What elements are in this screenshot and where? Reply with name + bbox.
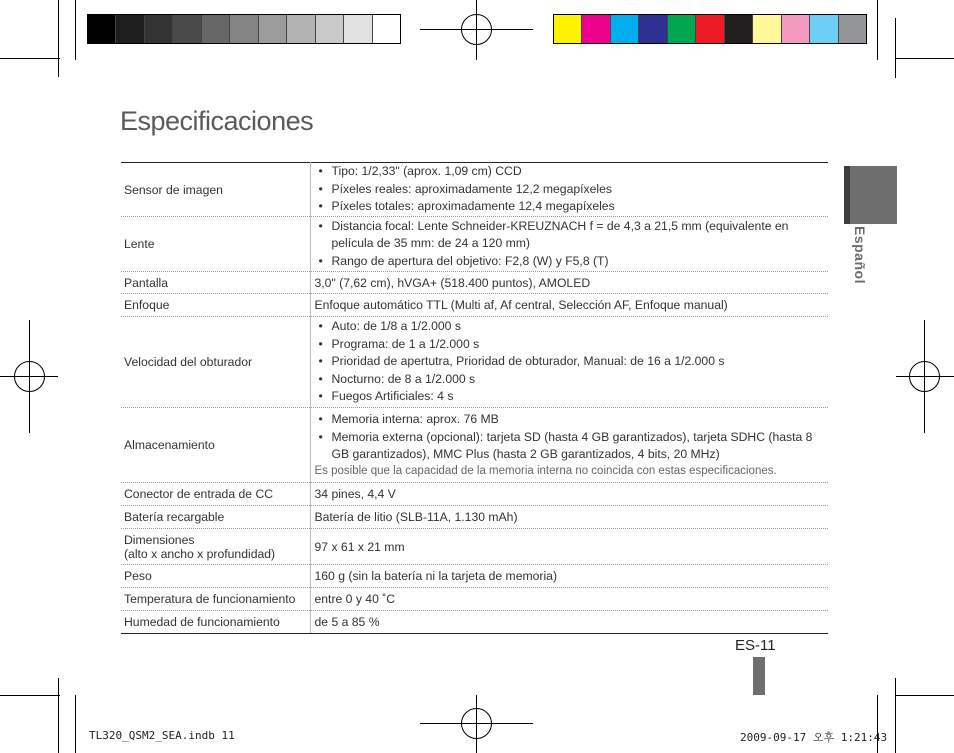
process-color-swatch <box>668 15 696 43</box>
spec-label-text: Batería recargable <box>124 510 225 524</box>
spec-label-subtext: (alto x ancho x profundidad) <box>124 546 276 561</box>
spec-bullet-item: • Memoria externa (opcional): tarjeta SD (hasta 4 GB garantizados), tarjeta SDHC (hasta 8 GB garantizados), MMC Plus (hasta 2 GB garantizados, 4 bits, 20 MHz) <box>315 429 829 464</box>
spec-value-text: 3,0" (7,62 cm), hVGA+ (518.400 puntos), AMOLED <box>314 275 591 290</box>
spec-label-text: Dimensiones <box>124 532 195 547</box>
spec-value-text: 97 x 61 x 21 mm <box>314 539 405 554</box>
crop-mark <box>877 0 878 60</box>
process-color-swatch <box>753 15 781 43</box>
spec-bullet-list <box>315 163 829 216</box>
spec-row <box>121 294 828 317</box>
grayscale-swatch <box>373 15 400 43</box>
process-color-swatch <box>611 15 639 43</box>
spec-value-text: 160 g (sin la batería ni la tarjeta de memoria) <box>314 569 558 583</box>
spec-row <box>121 588 828 611</box>
crop-mark <box>895 58 954 59</box>
process-color-swatch <box>810 15 838 43</box>
process-color-strip <box>553 14 867 44</box>
page-number-rule <box>731 633 828 634</box>
spec-label-text: Velocidad del obturador <box>124 355 253 369</box>
crop-mark <box>75 0 76 60</box>
spec-label <box>121 217 310 272</box>
spec-bullet-item: • Píxeles reales: aproximadamente 12,2 megapíxeles <box>315 181 829 199</box>
spec-value-text: entre 0 y 40 ˚C <box>314 592 396 606</box>
spec-row <box>121 272 828 294</box>
spec-row <box>121 163 828 217</box>
language-tab <box>844 166 897 224</box>
language-tab-edge <box>844 166 850 224</box>
process-color-swatch <box>839 15 866 43</box>
page-number: ES-11 <box>735 637 776 654</box>
spec-value <box>310 317 828 408</box>
spec-label <box>121 483 310 506</box>
crop-mark <box>58 678 59 753</box>
grayscale-swatch <box>344 15 372 43</box>
spec-value <box>310 483 828 506</box>
grayscale-color-strip <box>87 14 401 44</box>
spec-row <box>121 483 828 506</box>
registration-circle <box>909 361 940 392</box>
footer-file: TL320_QSM2_SEA.indb 11 <box>89 729 235 742</box>
grayscale-swatch <box>173 15 201 43</box>
registration-circle <box>14 361 45 392</box>
spec-bullet-item: • Nocturno: de 8 a 1/2.000 s <box>315 371 829 389</box>
spec-value <box>310 163 828 217</box>
footer-date: 2009-09-17 오후 1:21:43 <box>740 731 888 744</box>
spec-value <box>310 272 828 294</box>
spec-value-text: Batería de litio (SLB-11A, 1.130 mAh) <box>314 510 518 524</box>
spec-row <box>121 217 828 272</box>
spec-value <box>310 506 828 529</box>
spec-label <box>121 529 310 565</box>
spec-value-text: 34 pines, 4,4 V <box>314 487 396 501</box>
crop-mark <box>58 0 59 77</box>
grayscale-swatch <box>230 15 258 43</box>
spec-label-text: Conector de entrada de CC <box>124 487 274 501</box>
spec-value <box>310 408 828 483</box>
spec-label <box>121 294 310 317</box>
spec-label <box>121 408 310 483</box>
language-label: Español <box>852 226 868 284</box>
page-marker-bar <box>753 657 765 695</box>
grayscale-swatch <box>287 15 315 43</box>
spec-bullet-item: • Distancia focal: Lente Schneider-KREUZNACH f = de 4,3 a 21,5 mm (equivalente en película de 35 mm: de 24 a 120 mm) <box>315 218 829 253</box>
spec-label <box>121 565 310 588</box>
spec-bullet-item: • Píxeles totales: aproximadamente 12,4 megapíxeles <box>315 198 829 216</box>
crop-mark <box>895 695 954 696</box>
process-color-swatch <box>554 15 582 43</box>
spec-bullet-item: • Rango de apertura del objetivo: F2,8 (W) y F5,8 (T) <box>315 253 829 271</box>
spec-value <box>310 294 828 317</box>
spec-row <box>121 611 828 634</box>
spec-label <box>121 317 310 408</box>
registration-circle <box>461 708 492 739</box>
spec-label-text: Almacenamiento <box>124 438 215 452</box>
spec-value <box>310 588 828 611</box>
spec-value <box>310 217 828 272</box>
grayscale-swatch <box>202 15 230 43</box>
spec-bullet-list <box>315 411 829 464</box>
spec-value <box>310 529 828 565</box>
crop-mark <box>0 58 60 59</box>
crop-mark <box>895 678 896 753</box>
spec-bullet-list <box>315 218 829 271</box>
registration-circle <box>461 14 492 45</box>
spec-label <box>121 163 310 217</box>
crop-mark <box>895 18 896 78</box>
spec-row <box>121 408 828 483</box>
page-title: Especificaciones <box>120 106 314 136</box>
spec-bullet-item: • Fuegos Artificiales: 4 s <box>315 388 829 406</box>
spec-bullet-item: • Prioridad de apertutra, Prioridad de obturador, Manual: de 16 a 1/2.000 s <box>315 353 829 371</box>
grayscale-swatch <box>259 15 287 43</box>
spec-note: Es posible que la capacidad de la memoria interna no coincida con estas especificaciones. <box>314 464 777 477</box>
spec-row <box>121 317 828 408</box>
spec-bullet-item: • Programa: de 1 a 1/2.000 s <box>315 336 829 354</box>
spec-label-text: Enfoque <box>124 298 170 312</box>
grayscale-swatch <box>316 15 344 43</box>
grayscale-swatch <box>145 15 173 43</box>
process-color-swatch <box>782 15 810 43</box>
spec-value <box>310 565 828 588</box>
spec-row <box>121 565 828 588</box>
spec-bullet-item: • Tipo: 1/2,33" (aprox. 1,09 cm) CCD <box>315 163 829 181</box>
spec-bullet-item: • Auto: de 1/8 a 1/2.000 s <box>315 318 829 336</box>
grayscale-swatch <box>116 15 144 43</box>
process-color-swatch <box>725 15 753 43</box>
process-color-swatch <box>582 15 610 43</box>
spec-label <box>121 272 310 294</box>
spec-label <box>121 506 310 529</box>
spec-bullet-list <box>315 318 829 406</box>
spec-value-text: Enfoque automático TTL (Multi af, Af central, Selección AF, Enfoque manual) <box>314 298 728 312</box>
spec-label <box>121 588 310 611</box>
spec-label <box>121 611 310 634</box>
spec-row <box>121 506 828 529</box>
spec-label-text: Peso <box>124 569 152 583</box>
process-color-swatch <box>696 15 724 43</box>
grayscale-swatch <box>88 15 116 43</box>
spec-value-text: de 5 a 85 % <box>314 615 380 629</box>
process-color-swatch <box>639 15 667 43</box>
spec-table <box>121 162 828 634</box>
spec-label-text: Sensor de imagen <box>124 182 223 197</box>
spec-value <box>310 611 828 634</box>
spec-row <box>121 529 828 565</box>
spec-label-text: Temperatura de funcionamiento <box>124 592 296 606</box>
crop-mark <box>0 695 60 696</box>
crop-mark <box>75 695 76 753</box>
spec-label-text: Lente <box>124 237 155 251</box>
spec-label-text: Humedad de funcionamiento <box>124 615 280 629</box>
spec-label-text: Pantalla <box>124 275 169 290</box>
spec-bullet-item: • Memoria interna: aprox. 76 MB <box>315 411 829 429</box>
